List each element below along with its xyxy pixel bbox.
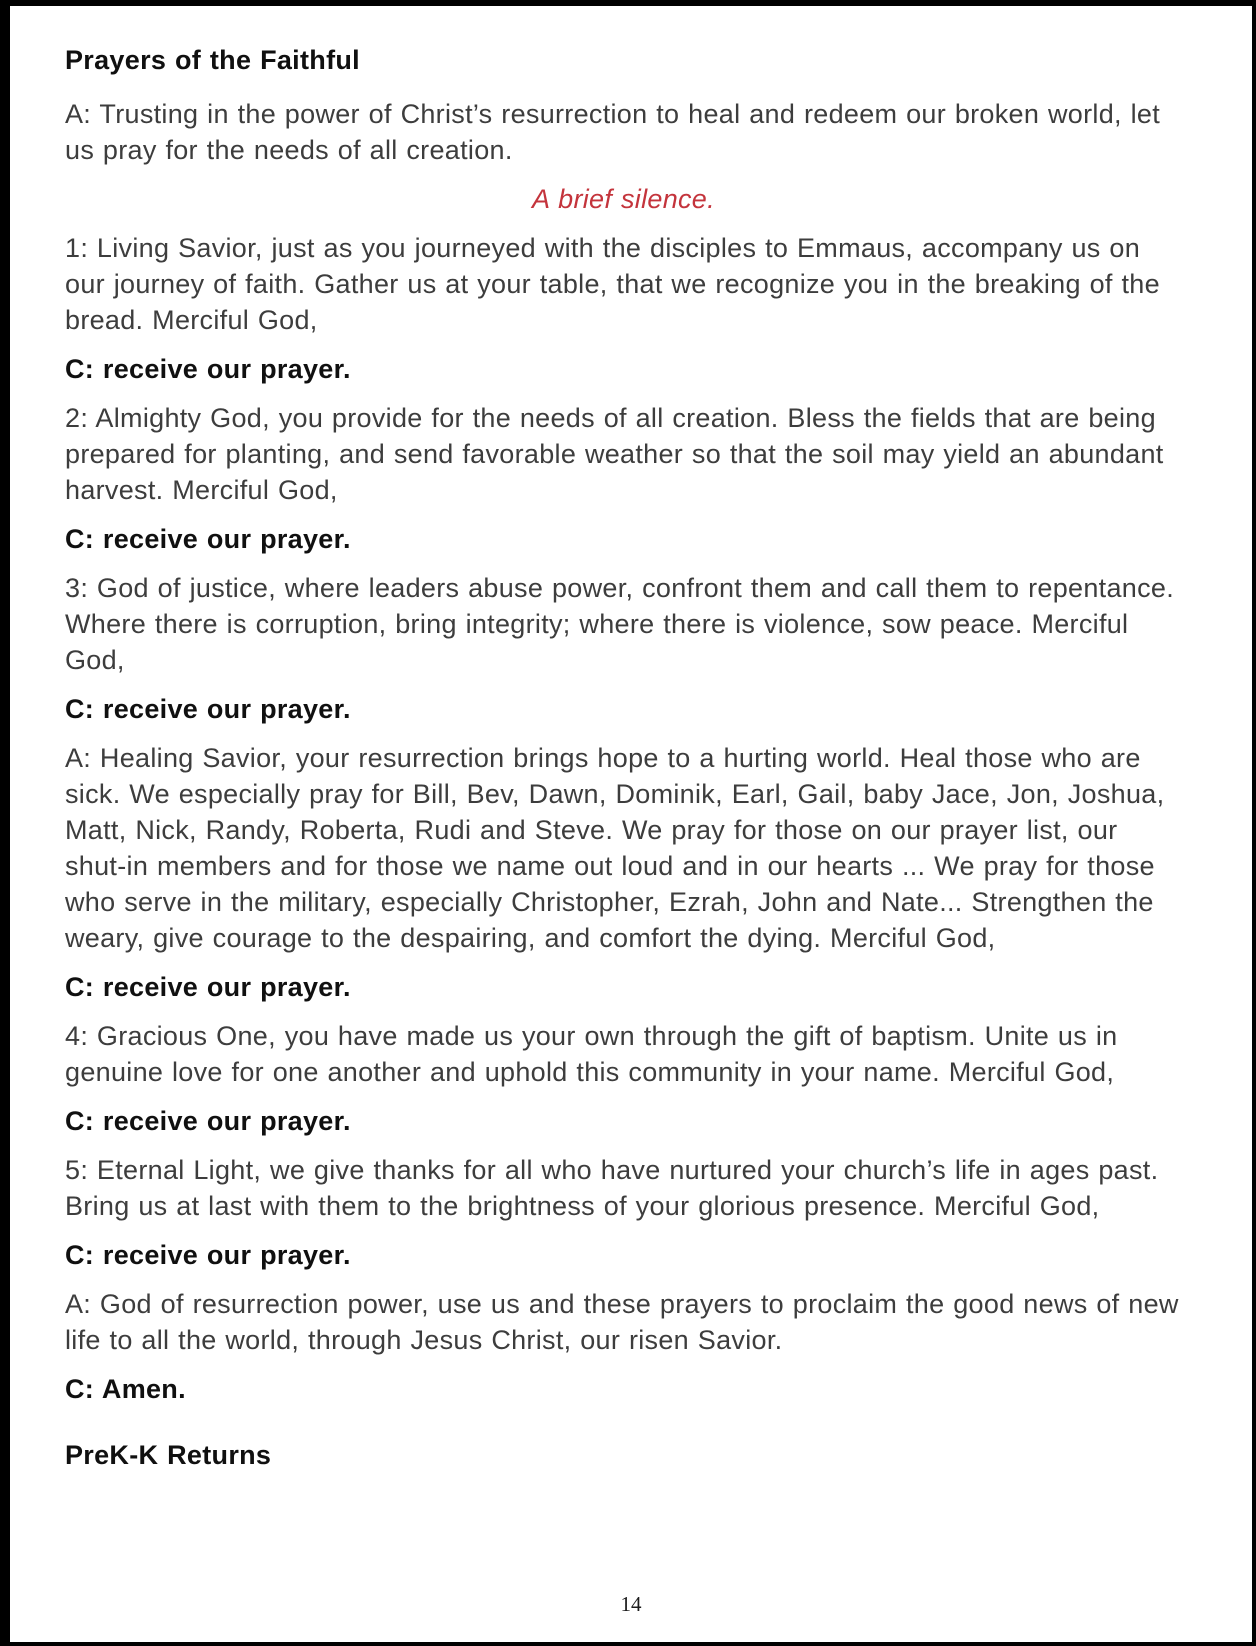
congregation-response-1: C: receive our prayer. — [65, 354, 351, 384]
petition-3: 3: God of justice, where leaders abuse power, confront them and call them to repentance. Where there is corruption, bring integrity; where there is violence, sow peace. Merciful God, — [65, 573, 1175, 675]
petition-5: 5: Eternal Light, we give thanks for all who have nurtured your church’s life in ages past. Bring us at last with them to the brightness of your glorious presence. Merciful God, — [65, 1155, 1159, 1221]
section-title: Prayers of the Faithful — [65, 45, 360, 75]
congregation-response-4: C: receive our prayer. — [65, 972, 351, 1002]
congregation-response-2: C: receive our prayer. — [65, 524, 351, 554]
congregation-amen: C: Amen. — [65, 1374, 186, 1404]
silence-rubric: A brief silence. — [532, 184, 715, 214]
petition-2: 2: Almighty God, you provide for the needs of all creation. Bless the fields that are being prepared for planting, and send favorable weather so that the soil may yield an abundant harvest. Merciful God, — [65, 403, 1164, 505]
petition-1: 1: Living Savior, just as you journeyed with the disciples to Emmaus, accompany us on our journey of faith. Gather us at your table, that we recognize you in the breaking of the bread. Merciful God, — [65, 233, 1160, 335]
next-section-title: PreK-K Returns — [65, 1440, 272, 1470]
congregation-response-6: C: receive our prayer. — [65, 1240, 351, 1270]
congregation-response-5: C: receive our prayer. — [65, 1106, 351, 1136]
petition-healing: A: Healing Savior, your resurrection brings hope to a hurting world. Heal those who are sick. We especially pray for Bill, Bev, Dawn, Dominik, Earl, Gail, baby Jace, Jon, Joshua, Matt, Nick, Randy, Roberta, Rudi and Steve. We pray for those on our prayer list, our shut-in members and for those we name out loud and in our hearts ... We pray for those who serve in the military, especially Christopher, Ezrah, John and Nate... Strengthen the weary, give courage to the despairing, and comfort the dying. Merciful God, — [65, 743, 1165, 953]
petition-4: 4: Gracious One, you have made us your own through the gift of baptism. Unite us in genuine love for one another and uphold this community in your name. Merciful God, — [65, 1021, 1118, 1087]
page-number: 14 — [620, 1592, 642, 1616]
congregation-response-3: C: receive our prayer. — [65, 694, 351, 724]
closing-prayer: A: God of resurrection power, use us and these prayers to proclaim the good news of new life to all the world, through Jesus Christ, our risen Savior. — [65, 1289, 1179, 1355]
assisting-minister-intro: A: Trusting in the power of Christ’s resurrection to heal and redeem our broken world, let us pray for the needs of all creation. — [65, 99, 1161, 165]
